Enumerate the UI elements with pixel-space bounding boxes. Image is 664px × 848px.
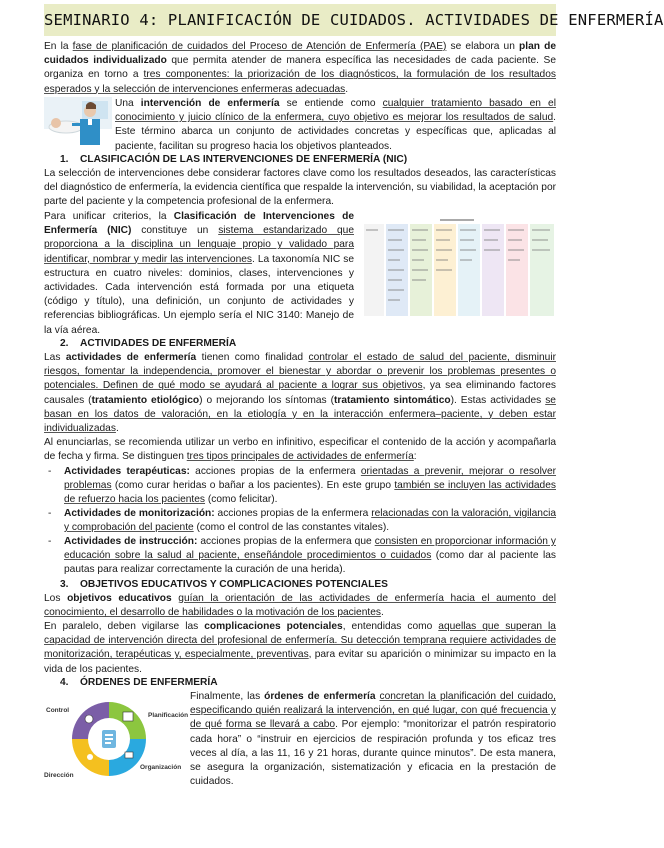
intro-paragraph: En la fase de planificación de cuidados del Proceso de Atención de Enfermería (PAE) se elabora un plan de cuidados individualizado que permita atender de manera específica las necesidades de cada paciente. Se organiza en torno a tres componentes: la priorización de los diagnósticos, la formulación de los resultados esperados y la selección de intervenciones enfermeras adecuadas. <box>44 41 556 95</box>
org-chart-icon <box>125 752 133 758</box>
calendar-icon <box>123 712 133 721</box>
bullet-therapeutic: - Actividades terapéuticas: acciones propias de la enfermera orientadas a prevenir, mejorar o resolver problemas (como curar heridas o bañar a los pacientes). En este grupo también se incluyen las actividades de refuerzo hacia los pacientes (como felicitar). <box>48 466 557 506</box>
bullet-instruction: - Actividades de instrucción: acciones propias de la enfermera que consisten en proporcionar información y educación sobre la salud al paciente, enseñándole procedimientos o cuidados (como dar al paciente las pautas para realizar correctamente la curación de una herida). <box>48 536 556 576</box>
nurse-patient-photo <box>44 97 112 147</box>
nic-paragraph: Para unificar criterios, la Clasificación de Intervenciones de Enfermería (NIC) constituye un sistema estandarizado que proporciona a la disciplina un lenguaje propio y validado para identificar, nombrar y medir las intervenciones. La taxonomía NIC se estructura en cuatro niveles: dominios, clases, intervenciones y actividades. Cada intervención está formada por una etiqueta (código y título), una definición, un conjunto de actividades y referencias bibliográficas. Un ejemplo sería el NIC 3140: Manejo de la vía aérea. <box>44 211 354 336</box>
cycle-label-organization: Organización <box>140 764 182 771</box>
heading-nic: 1. CLASIFICACIÓN DE LAS INTERVENCIONES DE ENFERMERÍA (NIC) <box>60 154 408 165</box>
orders-paragraph: Finalmente, las órdenes de enfermería concretan la planificación del cuidado, especificando quién realizará la intervención, en qué lugar, con qué frecuencia y de qué forma se llevará a cabo. Por ejemplo: “monitorizar el patrón respiratorio cada hora” o “instruir en ejercicios de respiración profunda y tos eficaz tres veces al día, a las 11, 16 y 21 horas, durante quince minutos”. De esta manera, se asegura la organización, sistematización y eficacia en la prestación de cuidados. <box>190 691 556 788</box>
cycle-label-control: Control <box>46 707 70 714</box>
heading-objectives: 3. OBJETIVOS EDUCATIVOS Y COMPLICACIONES POTENCIALES <box>60 579 388 590</box>
cycle-label-planning: Planificación <box>148 712 189 719</box>
heading-orders: 4. ÓRDENES DE ENFERMERÍA <box>60 677 218 688</box>
clipboard-icon <box>102 730 116 748</box>
educational-objectives-paragraph: Los objetivos educativos guían la orientación de las actividades de enfermería hacia el aumento del conocimiento, el desarrollo de habilidades o la motivación de los pacientes. <box>44 593 556 619</box>
management-cycle-diagram <box>44 690 189 788</box>
bullet-monitoring: - Actividades de monitorización: acciones propias de la enfermera relacionadas con la valoración, vigilancia y comprobación del paciente (como el control de las constantes vitales). <box>48 508 556 534</box>
nic-taxonomy-table <box>364 218 556 322</box>
people-icon <box>87 754 93 760</box>
activities-paragraph: Las actividades de enfermería tienen como finalidad controlar el estado de salud del paciente, disminuir riesgos, fomentar la independencia, promover el bienestar y abordar o prevenir los problemas presentes o potenciales. Definen de qué modo se ayudará al paciente a lograr sus objetivos, ya sea eliminando factores causales (tratamiento etiológico) o mejorando los síntomas (tratamiento sintomático). Estas actividades se basan en los datos de valoración, en la etiología y en la interacción enfermera–paciente, y deben estar individualizadas. <box>44 352 556 435</box>
heading-activities: 2. ACTIVIDADES DE ENFERMERÍA <box>60 338 237 349</box>
complications-paragraph: En paralelo, deben vigilarse las complicaciones potenciales, entendidas como aquellas que superan la capacidad de intervención directa del profesional de enfermería. Su detección temprana requiere actividades de monitorización, terapéuticas y, especialmente, preventivas, para evitar su aparición o minimizar su impacto en la vida de los pacientes. <box>44 621 556 675</box>
intervention-definition: Una intervención de enfermería se entiende como cualquier tratamiento basado en el conocimiento y juicio clínico de la enfermera, cuyo objetivo es mejorar los resultados de salud. Este término abarca un conjunto de actividades concretas y específicas que, aplicadas al paciente, facilitan su progreso hacia los objetivos planteados. <box>115 98 556 152</box>
page-title: SEMINARIO 4: PLANIFICACIÓN DE CUIDADOS. ACTIVIDADES DE ENFERMERÍA <box>44 4 556 36</box>
selection-paragraph: La selección de intervenciones debe considerar factores clave como los resultados deseados, las características del diagnóstico de enfermería, la evidencia científica que respalde la intervención, su viabilidad, la aceptación por parte del paciente y la competencia profesional de la enfermera. <box>44 168 556 208</box>
enunciation-paragraph: Al enunciarlas, se recomienda utilizar un verbo en infinitivo, especificar el contenido de la acción y acompañarla de fecha y firma. Se distinguen tres tipos principales de actividades de enfermería: <box>44 437 556 463</box>
gear-icon <box>85 715 93 723</box>
cycle-label-direction: Dirección <box>44 772 74 779</box>
